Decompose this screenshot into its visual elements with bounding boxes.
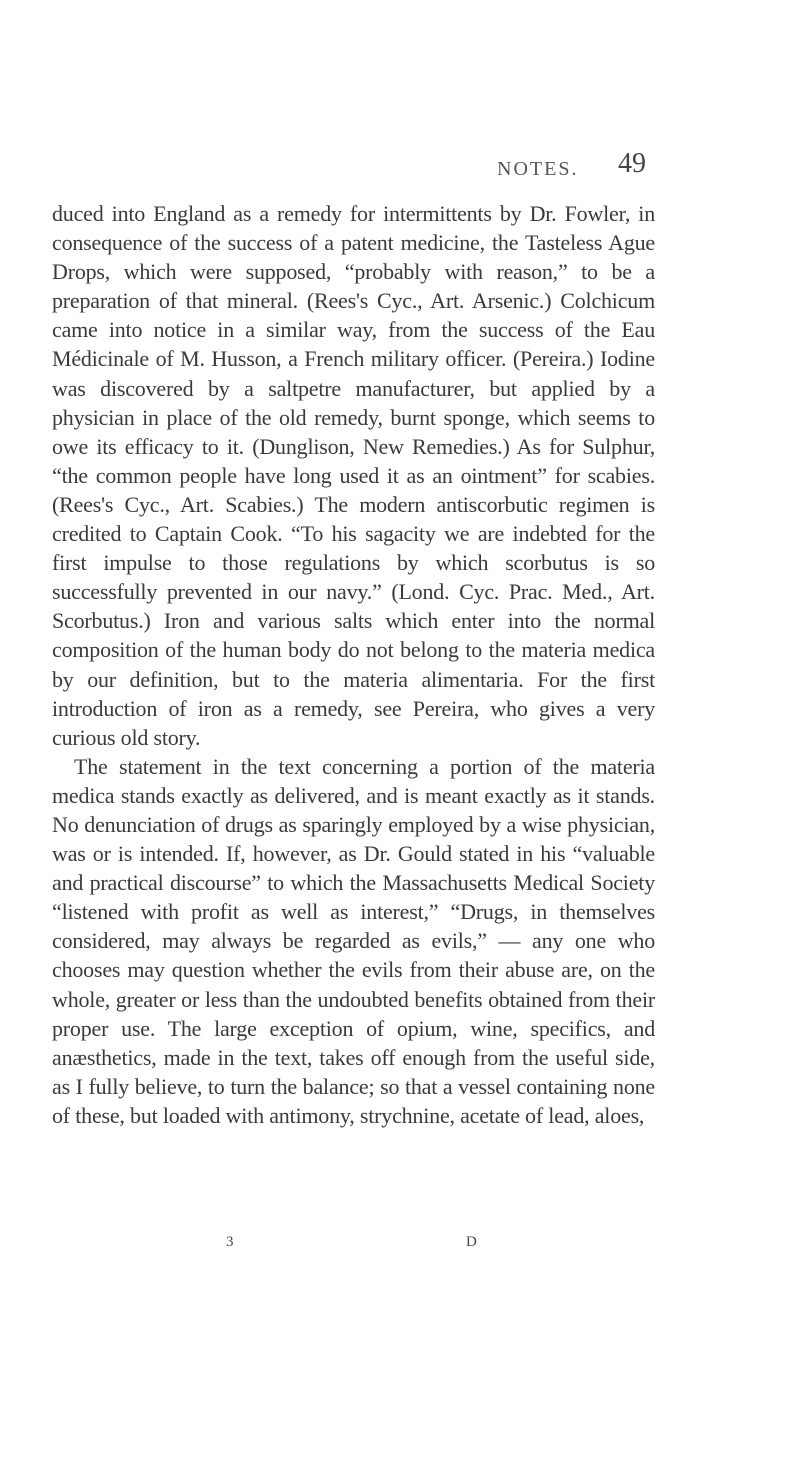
signature-letter: D bbox=[466, 1234, 477, 1250]
running-header: NOTES. bbox=[497, 158, 579, 180]
paragraph-1: duced into England as a remedy for intermittents by Dr. Fowler, in consequence of the success of a patent medicine, the Tasteless Ague Drops, which were supposed, “probably with reason,” to be a preparation of that mineral. (Rees's Cyc., Art. Arsenic.) Colchicum came into notice in a similar way, from the success of the Eau Médicinale of M. Husson, a French military officer. (Pereira.) Iodine was discovered by a saltpetre manufacturer, but applied by a physician in place of the old remedy, burnt sponge, which seems to owe its efficacy to it. (Dunglison, New Remedies.) As for Sulphur, “the common people have long used it as an ointment” for scabies. (Rees's Cyc., Art. Scabies.) The modern antiscorbutic regimen is credited to Captain Cook. “To his sagacity we are indebted for the first impulse to those regulations by which scorbutus is so successfully prevented in our navy.” (Lond. Cyc. Prac. Med., Art. Scorbutus.) Iron and various salts which enter into the normal composition of the human body do not belong to the materia medica by our definition, but to the materia alimentaria. For the first introduction of iron as a remedy, see Pereira, who gives a very curious old story. bbox=[52, 201, 655, 750]
signature-number: 3 bbox=[226, 1234, 234, 1250]
page-number: 49 bbox=[618, 148, 646, 179]
body-text bbox=[52, 199, 655, 1130]
paragraph-2: The statement in the text concerning a portion of the materia medica stands exactly as delivered, and is meant exactly as it stands. No denunciation of drugs as sparingly employed by a wise physician, was or is intended. If, however, as Dr. Gould stated in his “valuable and practical discourse” to which the Massachusetts Medical Society “listened with profit as well as interest,” “Drugs, in themselves considered, may always be regarded as evils,” — any one who chooses may question whether the evils from their abuse are, on the whole, greater or less than the undoubted benefits obtained from their proper use. The large exception of opium, wine, specifics, and anæsthetics, made in the text, takes off enough from the useful side, as I fully believe, to turn the balance; so that a vessel containing none of these, but loaded with antimony, strychnine, acetate of lead, aloes, bbox=[52, 753, 655, 1128]
